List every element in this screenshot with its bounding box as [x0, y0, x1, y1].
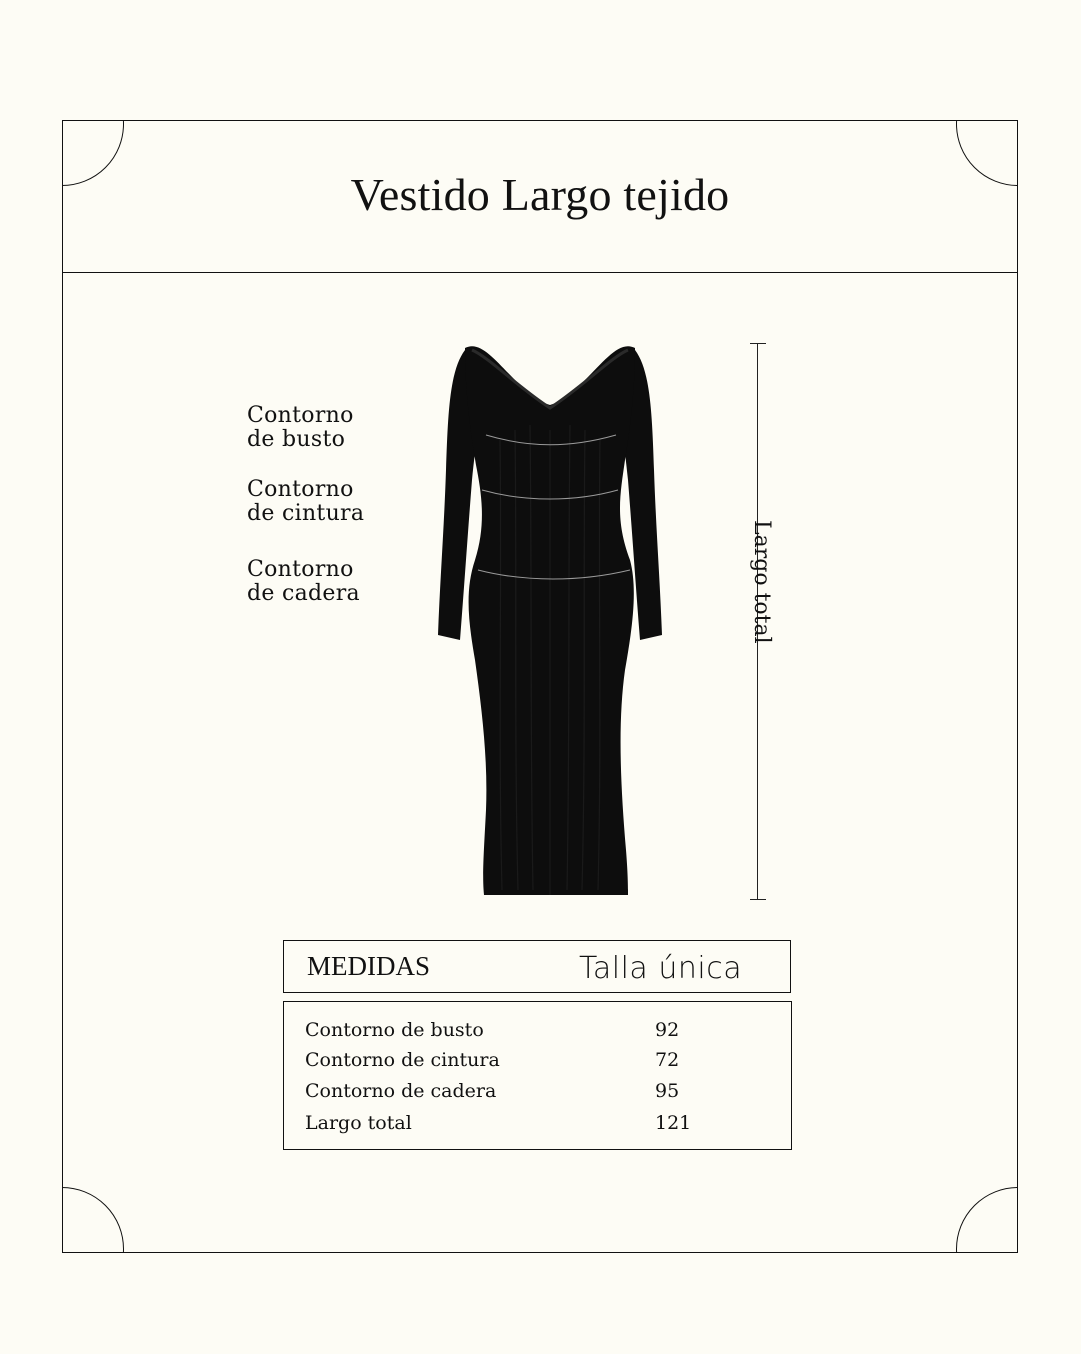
- label-hip-line2: de cadera: [247, 581, 360, 606]
- measurements-table: [283, 1001, 792, 1150]
- header-divider: [62, 272, 1018, 273]
- length-tick-bottom: [750, 899, 766, 900]
- table-row: [305, 1112, 775, 1142]
- label-waist: [247, 478, 364, 526]
- table-header: [283, 940, 791, 993]
- corner-arc-bottom-left: [62, 1187, 124, 1253]
- label-hip: [247, 558, 360, 606]
- label-waist-line2: de cintura: [247, 501, 365, 526]
- label-bust: [247, 404, 354, 452]
- label-bust-line2: de busto: [247, 427, 346, 452]
- row-value: 72: [655, 1049, 680, 1071]
- label-bust-line1: Contorno: [247, 403, 354, 428]
- row-name: Largo total: [305, 1112, 412, 1134]
- row-value: 92: [655, 1019, 680, 1041]
- header-size: Talla única: [579, 951, 743, 986]
- row-value: 95: [655, 1080, 680, 1102]
- length-label: Largo total: [749, 520, 774, 644]
- page-title: Vestido Largo tejido: [350, 169, 730, 220]
- row-name: Contorno de cadera: [305, 1080, 497, 1102]
- row-name: Contorno de busto: [305, 1019, 484, 1041]
- dress-illustration: [420, 330, 680, 905]
- row-name: Contorno de cintura: [305, 1049, 500, 1071]
- label-hip-line1: Contorno: [247, 557, 354, 582]
- label-waist-line1: Contorno: [247, 477, 354, 502]
- table-row: [305, 1080, 775, 1110]
- corner-arc-bottom-right: [956, 1187, 1018, 1253]
- table-row: [305, 1049, 775, 1079]
- length-tick-top: [750, 343, 766, 344]
- table-row: [305, 1019, 775, 1049]
- row-value: 121: [655, 1112, 692, 1134]
- header-measures: MEDIDAS: [307, 951, 431, 981]
